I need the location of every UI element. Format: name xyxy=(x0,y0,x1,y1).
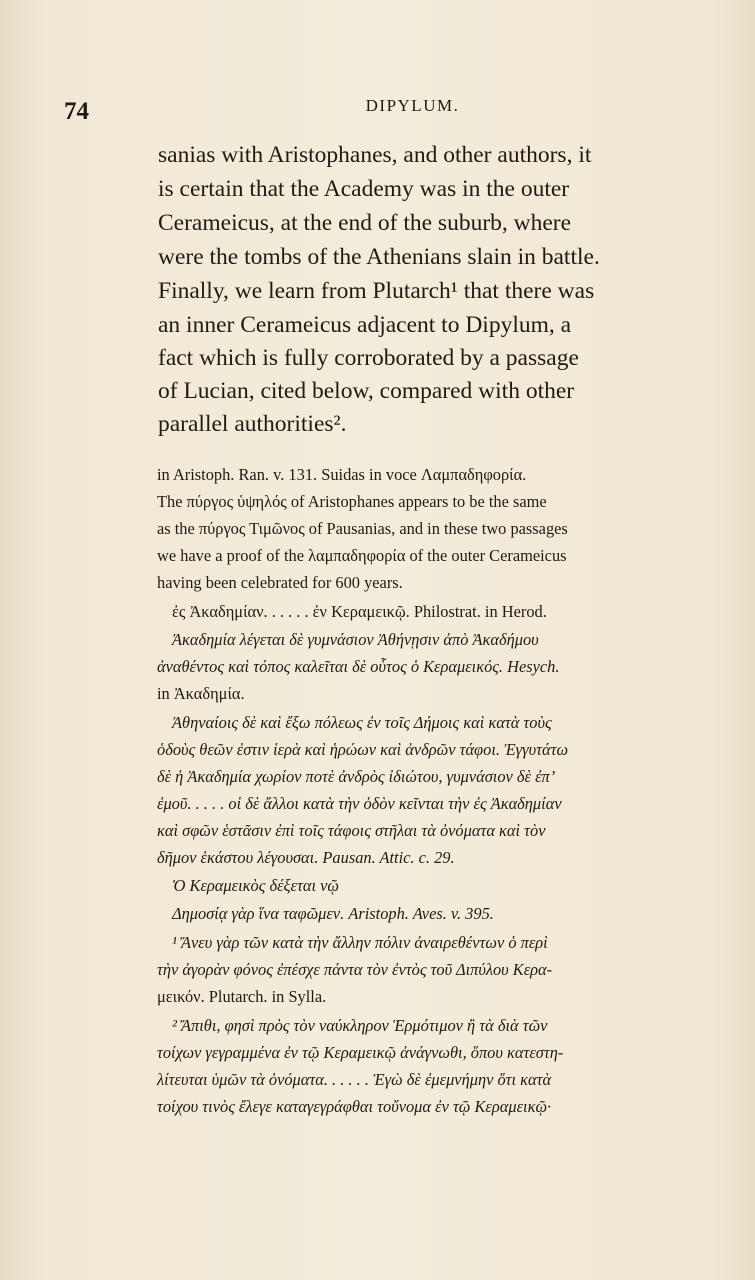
body-line: were the tombs of the Athenians slain in battle. xyxy=(158,244,600,270)
body-line: of Lucian, cited below, compared with other xyxy=(158,378,575,404)
footnote-line: having been celebrated for 600 years. xyxy=(157,573,403,592)
body-line: sanias with Aristophanes, and other authors, it xyxy=(158,142,592,168)
footnote-line: in Ἀκαδημία. xyxy=(157,684,245,703)
footnote-line: δῆμον ἑκάστου λέγουσαι. Pausan. Attic. c. 29. xyxy=(157,848,455,867)
footnote-line: Δημοσίᾳ γὰρ ἵνα ταφῶμεν. Aristoph. Aves. v. 395. xyxy=(172,904,494,923)
footnote-line: ἀναθέντος καὶ τόπος καλεῖται δὲ οὗτος ὁ Κεραμεικός. Hesych. xyxy=(157,657,560,676)
footnote-line: τὴν ἀγορὰν φόνος ἐπέσχε πάντα τὸν ἐντὸς τοῦ Διπύλου Κερα- xyxy=(157,960,553,979)
body-line: an inner Cerameicus adjacent to Dipylum, a xyxy=(158,312,572,338)
footnote-line: Ὁ Κεραμεικὸς δέξεται νῷ xyxy=(172,876,339,895)
footnote-line: λίτευται ὑμῶν τὰ ὀνόματα. . . . . . Ἐγὼ δὲ ἐμεμνήμην ὅτι κατὰ xyxy=(157,1070,552,1089)
footnote-line: ² Ἄπιθι, φησὶ πρὸς τὸν ναύκληρον Ἑρμότιμον ἢ τὰ διὰ τῶν xyxy=(172,1016,548,1035)
footnote-line: μεικόν. Plutarch. in Sylla. xyxy=(157,987,327,1006)
body-line: is certain that the Academy was in the outer xyxy=(158,176,570,202)
footnote-line: τοίχων γεγραμμένα ἐν τῷ Κεραμεικῷ ἀνάγνωθι, ὅπου κατεστη- xyxy=(157,1043,564,1062)
footnote-line: δὲ ἡ Ἀκαδημία χωρίον ποτὲ ἀνδρὸς ἰδιώτου, γυμνάσιον δὲ ἐπ’ xyxy=(157,767,556,786)
footnote-line: in Aristoph. Ran. v. 131. Suidas in voce Λαμπαδηφορία. xyxy=(157,465,527,484)
footnote-line: ¹ Ἄνευ γὰρ τῶν κατὰ τὴν ἄλλην πόλιν ἀναιρεθέντων ὁ περὶ xyxy=(172,933,548,952)
body-line: parallel authorities². xyxy=(158,411,347,437)
footnote-line: καὶ σφῶν ἑστᾶσιν ἐπὶ τοῖς τάφοις στῆλαι τὰ ὀνόματα καὶ τὸν xyxy=(157,821,546,840)
body-line: fact which is fully corroborated by a passage xyxy=(158,345,579,371)
page-number: 74 xyxy=(64,98,89,125)
footnote-line: ἐμοῦ. . . . . οἱ δὲ ἄλλοι κατὰ τὴν ὁδὸν κεῖνται τὴν ἐς Ἀκαδημίαν xyxy=(157,794,562,813)
footnote-line: as the πύργος Τιμῶνος of Pausanias, and in these two passages xyxy=(157,519,568,538)
body-line: Finally, we learn from Plutarch¹ that there was xyxy=(158,278,595,304)
footnote-line: ἐς Ἀκαδημίαν. . . . . . ἐν Κεραμεικῷ. Philostrat. in Herod. xyxy=(172,602,547,621)
running-title: DIPYLUM. xyxy=(365,96,460,115)
footnote-line: τοίχου τινὸς ἔλεγε καταγεγράφθαι τοὔνομα ἐν τῷ Κεραμεικῷ· xyxy=(157,1097,552,1116)
footnote-line: we have a proof of the λαμπαδηφορία of the outer Cerameicus xyxy=(157,546,567,565)
footnote-line: ὁδοὺς θεῶν ἐστιν ἱερὰ καὶ ἡρώων καὶ ἀνδρῶν τάφοι. Ἐγγυτάτω xyxy=(157,740,569,759)
footnote-line: The πύργος ὑψηλός of Aristophanes appears to be the same xyxy=(157,492,547,511)
footnote-line: Ἀθηναίοις δὲ καὶ ἔξω πόλεως ἐν τοῖς Δήμοις καὶ κατὰ τοὺς xyxy=(172,713,552,732)
footnote-line: Ἀκαδημία λέγεται δὲ γυμνάσιον Ἀθήνῃσιν ἀπὸ Ἀκαδήμου xyxy=(172,630,539,649)
body-line: Cerameicus, at the end of the suburb, where xyxy=(158,210,572,236)
